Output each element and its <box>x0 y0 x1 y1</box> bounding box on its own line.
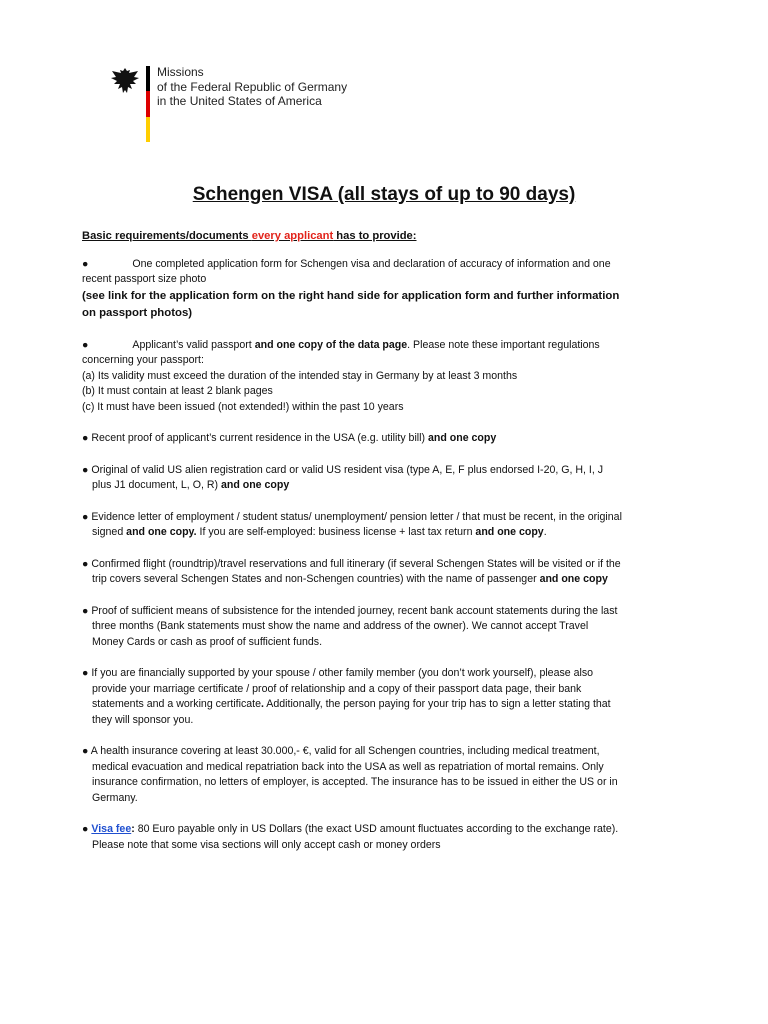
item-note: (see link for the application form on the right hand side for application form and further information on passport photos) <box>82 289 620 319</box>
item-bold: and one copy. <box>126 526 197 538</box>
org-line: in the United States of America <box>157 94 322 108</box>
item-text: . Please note these important regulations concerning your passport: <box>82 338 600 366</box>
item-text: Additionally, the person paying for your trip has to sign a letter stating that they will sponsor you. <box>92 698 611 726</box>
item-bold: and one copy of the data page <box>254 338 408 351</box>
visa-fee-link[interactable]: Visa fee <box>91 823 132 835</box>
item-text: One completed application form for Schengen visa and declaration of accuracy of information and one recent passport size photo <box>82 257 611 285</box>
passport-rule-c: (c) It must have been issued (not extended!) within the past 10 years <box>82 400 404 413</box>
list-item-application-form <box>82 257 622 322</box>
item-text: Confirmed flight (roundtrip)/travel reservations and full itinerary (if several Schengen States will be visited or if the trip covers several Schengen States and non-Schengen countries) with the name of passenger <box>91 557 621 585</box>
list-item-alien-registration <box>82 463 622 494</box>
item-text: . <box>543 526 547 538</box>
heading-text: has to provide: <box>333 230 417 242</box>
item-bold: and one copy <box>539 573 608 585</box>
bullet-icon: ● <box>82 823 89 835</box>
bullet-icon: ● <box>82 463 89 476</box>
requirements-list <box>82 229 622 869</box>
item-text: 80 Euro payable only in US Dollars (the exact USD amount fluctuates according to the exchange rate). Please note that some visa sections will only accept cash or money orders <box>92 823 619 851</box>
list-item-flight <box>82 557 622 588</box>
bullet-icon: ● <box>82 432 89 444</box>
german-flag-stripe <box>146 66 150 142</box>
item-text: A health insurance covering at least 30.000,- €, valid for all Schengen countries, including medical treatment, medical evacuation and medical repatriation back into the USA as well as repatriation of mortal remains. Only insurance confirmation, no letters of employer, is accepted. The insurance has to be issued in either the US or in Germany. <box>90 745 618 804</box>
bullet-icon: ● <box>82 604 89 617</box>
list-item-residence <box>82 431 622 447</box>
federal-eagle-icon <box>110 66 140 96</box>
item-text: If you are financially supported by your spouse / other family member (you don’t work yourself), please also provide your marriage certificate / proof of relationship and a copy of their passport data page, their bank statements and a working certificate <box>91 667 594 710</box>
item-bold: : <box>131 823 135 835</box>
item-text: Recent proof of applicant’s current residence in the USA (e.g. utility bill) <box>91 432 428 444</box>
bullet-icon: ● <box>82 745 89 757</box>
item-text: Original of valid US alien registration card or valid US resident visa (type A, E, F plus endorsed I-20, G, H, I, J plus J1 document, L, O, R) <box>91 463 604 491</box>
list-item-funds <box>82 604 622 651</box>
bullet-icon: ● <box>82 557 89 570</box>
list-item-passport <box>82 338 622 416</box>
list-item-employment <box>82 510 622 541</box>
item-text: Evidence letter of employment / student status/ unemployment/ pension letter / that must be recent, in the original signed <box>91 510 622 538</box>
item-text: Proof of sufficient means of subsistence for the intended journey, recent bank account statements during the last three months (Bank statements must show the name and address of the owner). We cannot accept Travel Money Cards or cash as proof of sufficient funds. <box>91 604 618 648</box>
bullet-icon: ● <box>82 338 89 351</box>
passport-rule-a: (a) Its validity must exceed the duration of the intended stay in Germany by at least 3 months <box>82 369 518 382</box>
requirements-heading <box>82 229 622 245</box>
item-bold: . <box>261 698 264 710</box>
item-text: If you are self-employed: business license + last tax return <box>196 526 476 538</box>
list-item-insurance <box>82 744 622 806</box>
item-bold: and one copy <box>427 432 497 444</box>
list-item-financial-support <box>82 666 622 728</box>
org-line: of the Federal Republic of Germany <box>157 79 348 94</box>
item-bold: and one copy <box>475 526 544 538</box>
passport-rule-b: (b) It must contain at least 2 blank pages <box>82 385 273 397</box>
item-text: Applicant’s valid passport <box>132 338 255 351</box>
organization-name <box>157 65 397 109</box>
bullet-icon: ● <box>82 667 89 679</box>
bullet-icon: ● <box>82 257 89 270</box>
heading-text: Basic requirements/documents <box>82 230 252 242</box>
org-line: Missions <box>157 65 204 79</box>
item-bold: and one copy <box>220 479 290 491</box>
list-item-visa-fee <box>82 822 622 853</box>
page-title: Schengen VISA (all stays of up to 90 days) <box>192 184 576 205</box>
heading-highlight: every applicant <box>251 230 334 242</box>
bullet-icon: ● <box>82 510 89 523</box>
